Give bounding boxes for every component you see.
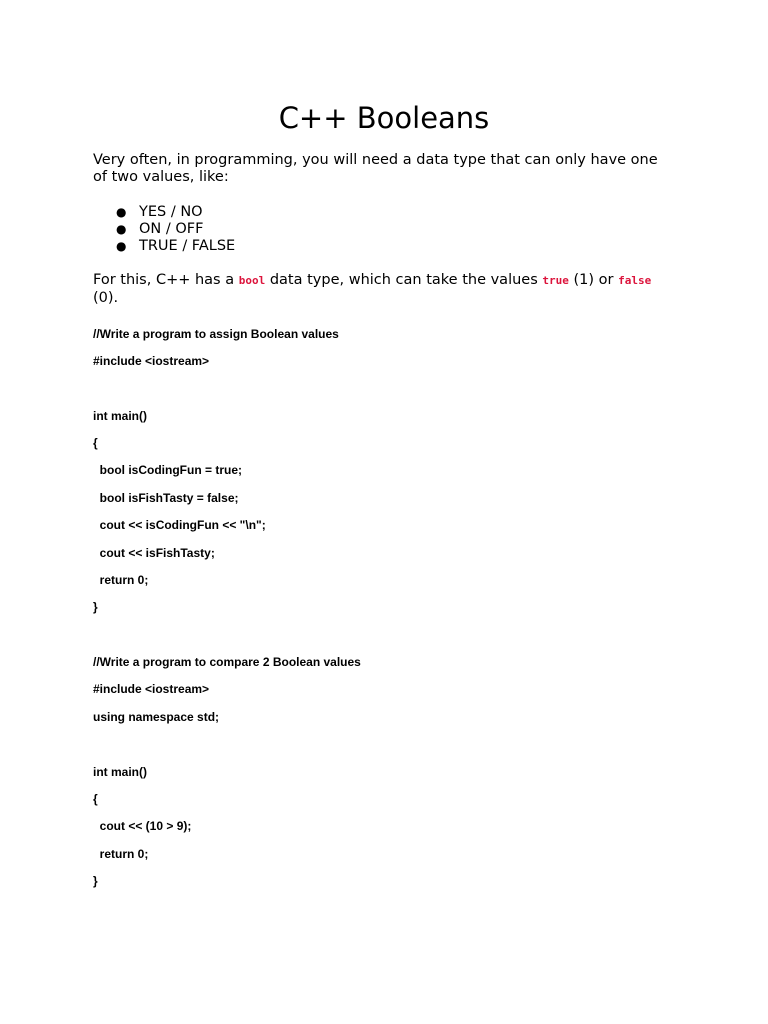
code-line: #include <iostream> [93, 354, 210, 368]
code-line: } [93, 600, 98, 614]
bullet-icon: ● [116, 222, 127, 236]
code-line: int main() [93, 765, 147, 779]
list-item [93, 238, 235, 255]
bool-text-part-4: (0). [93, 289, 119, 306]
code-line: #include <iostream> [93, 682, 210, 696]
code-line: { [93, 792, 98, 806]
code-line: //Write a program to assign Boolean values [93, 327, 339, 341]
list-item-text: YES / NO [139, 204, 203, 220]
page-title: C++ Booleans [278, 101, 490, 135]
bool-text-part-3: (1) or [568, 272, 619, 288]
list-item [93, 204, 235, 221]
code-line: cout << isFishTasty; [93, 546, 215, 560]
code-line: int main() [93, 409, 147, 423]
bool-text-part-2: data type, which can take the values [265, 272, 543, 288]
intro-paragraph: Very often, in programming, you will need a data type that can only have one of two values, like: [93, 152, 658, 185]
code-line: using namespace std; [93, 710, 220, 724]
bullet-icon: ● [116, 239, 127, 253]
values-list [93, 204, 235, 255]
bool-type-paragraph [93, 272, 673, 307]
list-item [93, 221, 235, 238]
bool-text-part-1: For this, C++ has a [93, 272, 239, 288]
code-line: bool isFishTasty = false; [93, 491, 239, 505]
code-line: } [93, 874, 98, 888]
code-line: cout << (10 > 9); [93, 819, 192, 833]
code-line: cout << isCodingFun << "\n"; [93, 518, 266, 532]
bullet-icon: ● [116, 205, 127, 219]
code-line: { [93, 436, 98, 450]
keyword-false: false [618, 274, 652, 287]
list-item-text: TRUE / FALSE [139, 238, 236, 254]
list-item-text: ON / OFF [139, 221, 204, 237]
code-line: //Write a program to compare 2 Boolean values [93, 655, 361, 669]
code-line: return 0; [93, 573, 149, 587]
keyword-bool: bool [238, 274, 266, 287]
code-line: bool isCodingFun = true; [93, 463, 242, 477]
code-line: return 0; [93, 847, 149, 861]
keyword-true: true [542, 274, 569, 287]
